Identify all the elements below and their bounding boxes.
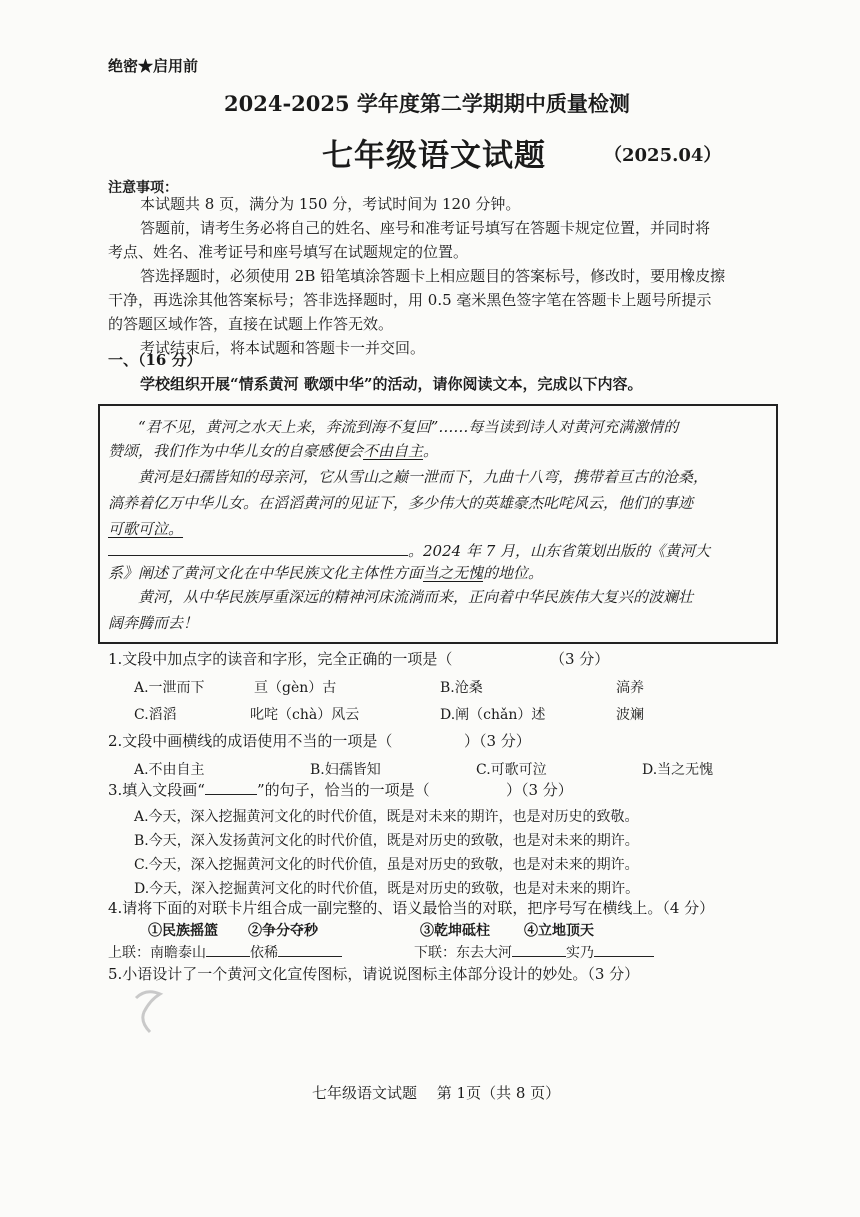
passage-line: 黄河，从中华民族厚重深远的精神河床流淌而来，正向着中华民族伟大复兴的波斓壮 — [138, 588, 694, 606]
idiom-underlined: 不由自主 — [363, 442, 424, 460]
section-intro: 学校组织开展“情系黄河 歌颂中华”的活动，请你阅读文本，完成以下内容。 — [140, 375, 643, 393]
lower-couplet — [414, 942, 654, 962]
passage-text: 系》阐述了黄河文化在中华民族文化主体性方面 — [108, 564, 424, 582]
question-stem: 5.小语设计了一个黄河文化宣传图标，请说说图标主体部分设计的妙处。（3 分） — [108, 965, 640, 983]
option-c-detail: 叱咤（chà）风云 — [250, 707, 360, 723]
couplet-text: 下联：东去大河 — [414, 945, 512, 961]
option-a: A.今天，深入挖掘黄河文化的时代价值，既是对未来的期许，也是对历史的致敬。 — [134, 809, 639, 825]
notice-line: 的答题区域作答，直接在试题上作答无效。 — [108, 315, 394, 333]
couplet-text: 实乃 — [566, 945, 594, 961]
couplet-text: 依稀 — [250, 945, 278, 961]
answer-blank[interactable] — [594, 956, 654, 957]
couplet-card: ②争分夺秒 — [248, 923, 318, 939]
passage-line — [108, 540, 710, 561]
question-stem: 2.文段中画横线的成语使用不当的一项是（ — [108, 732, 393, 750]
passage-text: 的地位。 — [483, 564, 544, 582]
option-d: D.阐（chǎn）述 — [440, 707, 546, 723]
passage-text: 。 — [423, 442, 439, 460]
passage-text: 赞颂，我们作为中华儿女的自豪感便会 — [108, 442, 364, 460]
fill-blank-line[interactable] — [108, 555, 408, 556]
option-d-detail: 波斓 — [616, 707, 644, 723]
question-score: （3 分） — [550, 650, 610, 668]
notice-line: 本试题共 8 页，满分为 150 分，考试时间为 120 分钟。 — [140, 195, 521, 213]
upper-couplet — [108, 942, 342, 962]
reading-passage-box — [98, 404, 778, 644]
option-b: B.沧桑 — [440, 680, 483, 696]
emblem-image-placeholder — [130, 986, 168, 1036]
question-score: ）（3 分） — [464, 732, 531, 750]
couplet-text: 上联：南瞻泰山 — [108, 945, 206, 961]
notice-heading: 注意事项： — [108, 180, 178, 196]
exam-date: （2025.04） — [604, 145, 722, 166]
blank-marker — [205, 794, 257, 795]
option-c: C.可歌可泣 — [476, 762, 547, 778]
exam-title: 2024-2025 学年度第二学期期中质量检测 — [224, 91, 630, 116]
answer-blank[interactable] — [206, 956, 250, 957]
question-stem: 1.文段中加点字的读音和字形，完全正确的一项是（ — [108, 650, 453, 668]
option-c: C.滔滔 — [134, 707, 177, 723]
option-b: B.妇孺皆知 — [310, 762, 381, 778]
question-score: ）（3 分） — [506, 781, 573, 799]
passage-line — [108, 562, 543, 583]
option-a-detail: 亘（gèn）古 — [254, 680, 337, 696]
question-stem — [108, 779, 430, 800]
notice-line: 答选择题时，必须使用 2B 铅笔填涂答题卡上相应题目的答案标号，修改时，要用橡皮擦 — [140, 267, 726, 285]
idiom-underlined: 当之无愧 — [423, 564, 484, 582]
subject-title: 七年级语文试题 — [322, 138, 546, 174]
passage-line: “君不见，黄河之水天上来，奔流到海不复回”……每当读到诗人对黄河充满激情的 — [138, 418, 679, 436]
couplet-card: ③乾坤砥柱 — [420, 923, 490, 939]
passage-line: 黄河是妇孺皆知的母亲河，它从雪山之巅一泄而下，九曲十八弯，携带着亘古的沧桑， — [138, 468, 709, 486]
question-stem: 4.请将下面的对联卡片组合成一副完整的、语义最恰当的对联，把序号写在横线上。（4 分） — [108, 899, 715, 917]
option-d: D.今天，深入挖掘黄河文化的时代价值，既是对历史的致敬，也是对未来的期许。 — [134, 881, 640, 897]
notice-line: 干净，再选涂其他答案标号；答非选择题时，用 0.5 毫米黑色签字笔在答题卡上题号所提示 — [108, 291, 712, 309]
passage-line: 可歌可泣。 — [108, 520, 184, 538]
notice-line: 考试结束后，将本试题和答题卡一并交回。 — [140, 339, 426, 357]
stem-part: 3.填入文段画“ — [108, 781, 205, 799]
answer-blank[interactable] — [512, 956, 566, 957]
page-footer: 七年级语文试题 第 1页（共 8 页） — [312, 1084, 561, 1102]
option-c: C.今天，深入挖掘黄河文化的时代价值，虽是对历史的致敬，也是对未来的期许。 — [134, 857, 639, 873]
section-heading: 一、（16 分） — [108, 351, 202, 369]
couplet-card: ④立地顶天 — [524, 923, 594, 939]
couplet-card: ①民族摇篮 — [148, 923, 218, 939]
notice-line: 考点、姓名、准考证号和座号填写在试题规定的位置。 — [108, 243, 469, 261]
passage-line: 阔奔腾而去！ — [108, 614, 199, 632]
option-b-detail: 滈养 — [616, 680, 644, 696]
passage-text: 。2024 年 7 月，山东省策划出版的《黄河大 — [408, 542, 711, 560]
confidential-label: 绝密★启用前 — [108, 57, 199, 75]
option-a: A.不由自主 — [134, 762, 205, 778]
answer-blank[interactable] — [278, 956, 342, 957]
passage-line — [108, 440, 438, 461]
option-a: A.一泄而下 — [134, 680, 205, 696]
passage-line: 滈养着亿万中华儿女。在滔滔黄河的见证下，多少伟大的英雄豪杰叱咤风云，他们的事迹 — [108, 494, 694, 512]
notice-line: 答题前，请考生务必将自己的姓名、座号和准考证号填写在答题卡规定位置，并同时将 — [140, 219, 711, 237]
stem-part: ”的句子，恰当的一项是（ — [256, 781, 430, 799]
option-b: B.今天，深入发扬黄河文化的时代价值，既是对历史的致敬，也是对未来的期许。 — [134, 833, 639, 849]
option-d: D.当之无愧 — [642, 762, 714, 778]
